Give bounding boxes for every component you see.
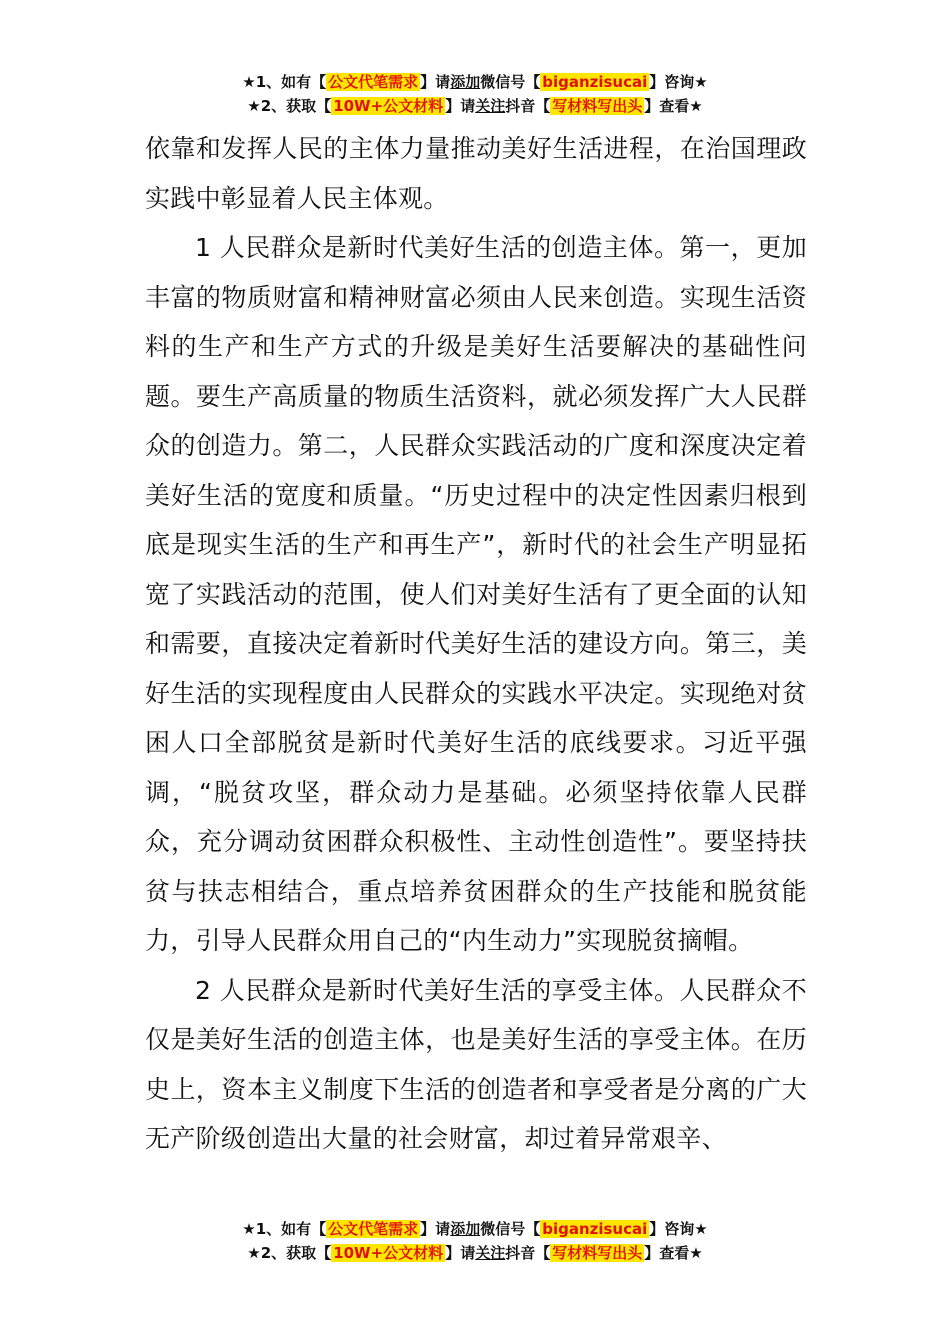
banner-text: 】咨询★ bbox=[649, 73, 708, 91]
highlight-tag: 10W+公文材料 bbox=[333, 97, 444, 115]
banner-line-2 bbox=[0, 94, 950, 118]
underlined-text: 添加 bbox=[450, 73, 481, 91]
banner-text: 微信号【 bbox=[480, 1220, 541, 1238]
wechat-id: biganzisucai bbox=[542, 1220, 648, 1238]
banner-text: 】咨询★ bbox=[649, 1220, 708, 1238]
banner-text: 】请 bbox=[445, 97, 476, 115]
underlined-text: 关注 bbox=[475, 97, 506, 115]
banner-text: 】请 bbox=[420, 73, 451, 91]
paragraph: 1 人民群众是新时代美好生活的创造主体。第一，更加丰富的物质财富和精神财富必须由人民来创造。实现生活资料的生产和生产方式的升级是美好生活要解决的基础性问题。要生产高质量的物质生活资料，就必须发挥广大人民群众的创造力。第二，人民群众实践活动的广度和深度决定着美好生活的宽度和质量。“历史过程中的决定性因素归根到底是现实生活的生产和再生产”，新时代的社会生产明显拓宽了实践活动的范围，使人们对美好生活有了更全面的认知和需要，直接决定着新时代美好生活的建设方向。第三，美好生活的实现程度由人民群众的实践水平决定。实现绝对贫困人口全部脱贫是新时代美好生活的底线要求。习近平强调，“脱贫攻坚，群众动力是基础。必须坚持依靠人民群众，充分调动贫困群众积极性、主动性创造性”。要坚持扶贫与扶志相结合，重点培养贫困群众的生产技能和脱贫能力，引导人民群众用自己的“内生动力”实现脱贫摘帽。 bbox=[145, 233, 807, 955]
underlined-text: 添加 bbox=[450, 1220, 481, 1238]
underlined-text: 关注 bbox=[475, 1244, 506, 1262]
highlight-tag: 公文代笔需求 bbox=[328, 73, 419, 91]
banner-text: ★2、获取【 bbox=[247, 1244, 332, 1262]
banner-line-1 bbox=[0, 1217, 950, 1241]
banner-text: 】查看★ bbox=[644, 1244, 703, 1262]
banner-text: 】请 bbox=[420, 1220, 451, 1238]
footer-banner bbox=[0, 1217, 950, 1265]
paragraph: 依靠和发挥人民的主体力量推动美好生活进程，在治国理政实践中彰显着人民主体观。 bbox=[145, 134, 807, 213]
highlight-tag: 10W+公文材料 bbox=[333, 1244, 444, 1262]
douyin-account: 写材料写出头 bbox=[552, 1244, 643, 1262]
banner-text: 抖音【 bbox=[505, 97, 551, 115]
highlight-tag: 公文代笔需求 bbox=[328, 1220, 419, 1238]
banner-text: ★1、如有【 bbox=[242, 73, 327, 91]
banner-line-1 bbox=[0, 70, 950, 94]
paragraph: 2 人民群众是新时代美好生活的享受主体。人民群众不仅是美好生活的创造主体，也是美好生活的享受主体。在历史上，资本主义制度下生活的创造者和享受者是分离的广大无产阶级创造出大量的社会财富，却过着异常艰辛、 bbox=[145, 975, 807, 1153]
banner-text: ★1、如有【 bbox=[242, 1220, 327, 1238]
banner-text: 】请 bbox=[445, 1244, 476, 1262]
douyin-account: 写材料写出头 bbox=[552, 97, 643, 115]
banner-text: 微信号【 bbox=[480, 73, 541, 91]
banner-text: 抖音【 bbox=[505, 1244, 551, 1262]
wechat-id: biganzisucai bbox=[542, 73, 648, 91]
header-banner bbox=[0, 70, 950, 118]
banner-line-2 bbox=[0, 1241, 950, 1265]
banner-text: 】查看★ bbox=[644, 97, 703, 115]
document-body bbox=[145, 124, 807, 1164]
banner-text: ★2、获取【 bbox=[247, 97, 332, 115]
